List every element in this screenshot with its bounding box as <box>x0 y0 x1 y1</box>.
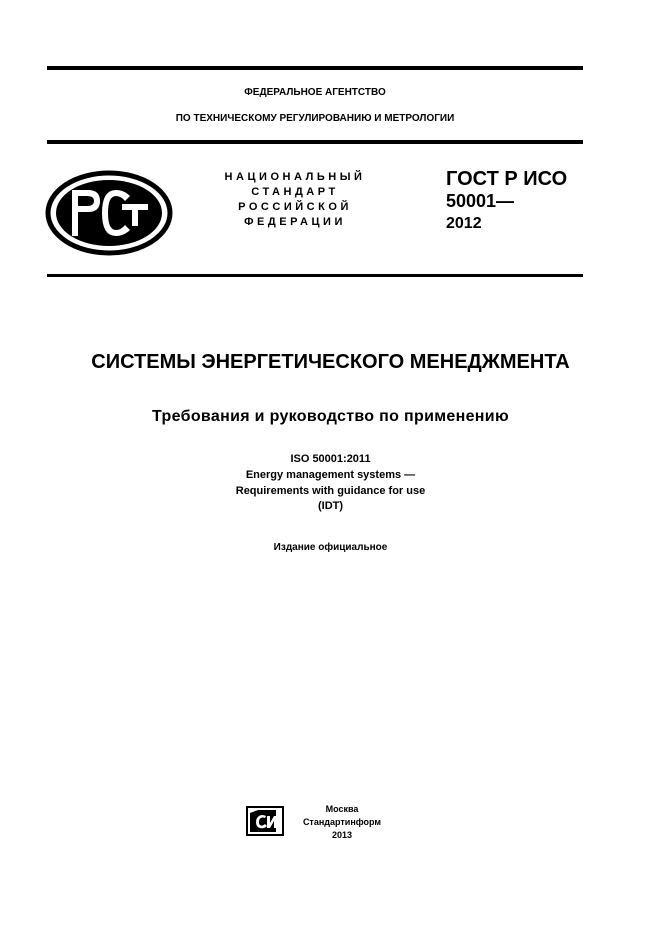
header-rule <box>47 140 583 144</box>
standard-type-line-2: СТАНДАРТ <box>251 186 339 198</box>
iso-degree: (IDT) <box>317 500 344 512</box>
publisher-city: Москва <box>325 804 359 814</box>
document-subtitle: Требования и руководство по применению <box>152 408 509 425</box>
iso-title-line-1: Energy management systems — <box>245 469 416 481</box>
edition-note: Издание официальное <box>273 542 388 553</box>
agency-line-1: ФЕДЕРАЛЬНОЕ АГЕНТСТВО <box>244 87 386 98</box>
publisher-year: 2013 <box>331 830 353 840</box>
iso-code: ISO 50001:2011 <box>290 453 371 465</box>
designation-line-3: 2012 <box>446 215 482 232</box>
publisher-name: Стандартинформ <box>302 817 382 827</box>
standard-type-line-1: НАЦИОНАЛЬНЫЙ <box>224 171 366 183</box>
standard-type-line-3: РОССИЙСКОЙ <box>238 201 352 213</box>
designation-line-2: 50001— <box>446 191 515 211</box>
iso-title-line-2: Requirements with guidance for use <box>235 485 426 497</box>
agency-line-2: ПО ТЕХНИЧЕСКОМУ РЕГУЛИРОВАНИЮ И МЕТРОЛОГИИ <box>175 113 455 124</box>
top-rule <box>47 66 583 70</box>
logo-block-rule <box>47 274 583 277</box>
standartinform-logo-icon <box>246 806 284 836</box>
document-title: СИСТЕМЫ ЭНЕРГЕТИЧЕСКОГО МЕНЕДЖМЕНТА <box>91 351 570 373</box>
standard-type-line-4: ФЕДЕРАЦИИ <box>244 216 346 228</box>
designation-line-1: ГОСТ Р ИСО <box>446 168 568 190</box>
gost-r-conformity-mark-icon <box>44 170 174 256</box>
